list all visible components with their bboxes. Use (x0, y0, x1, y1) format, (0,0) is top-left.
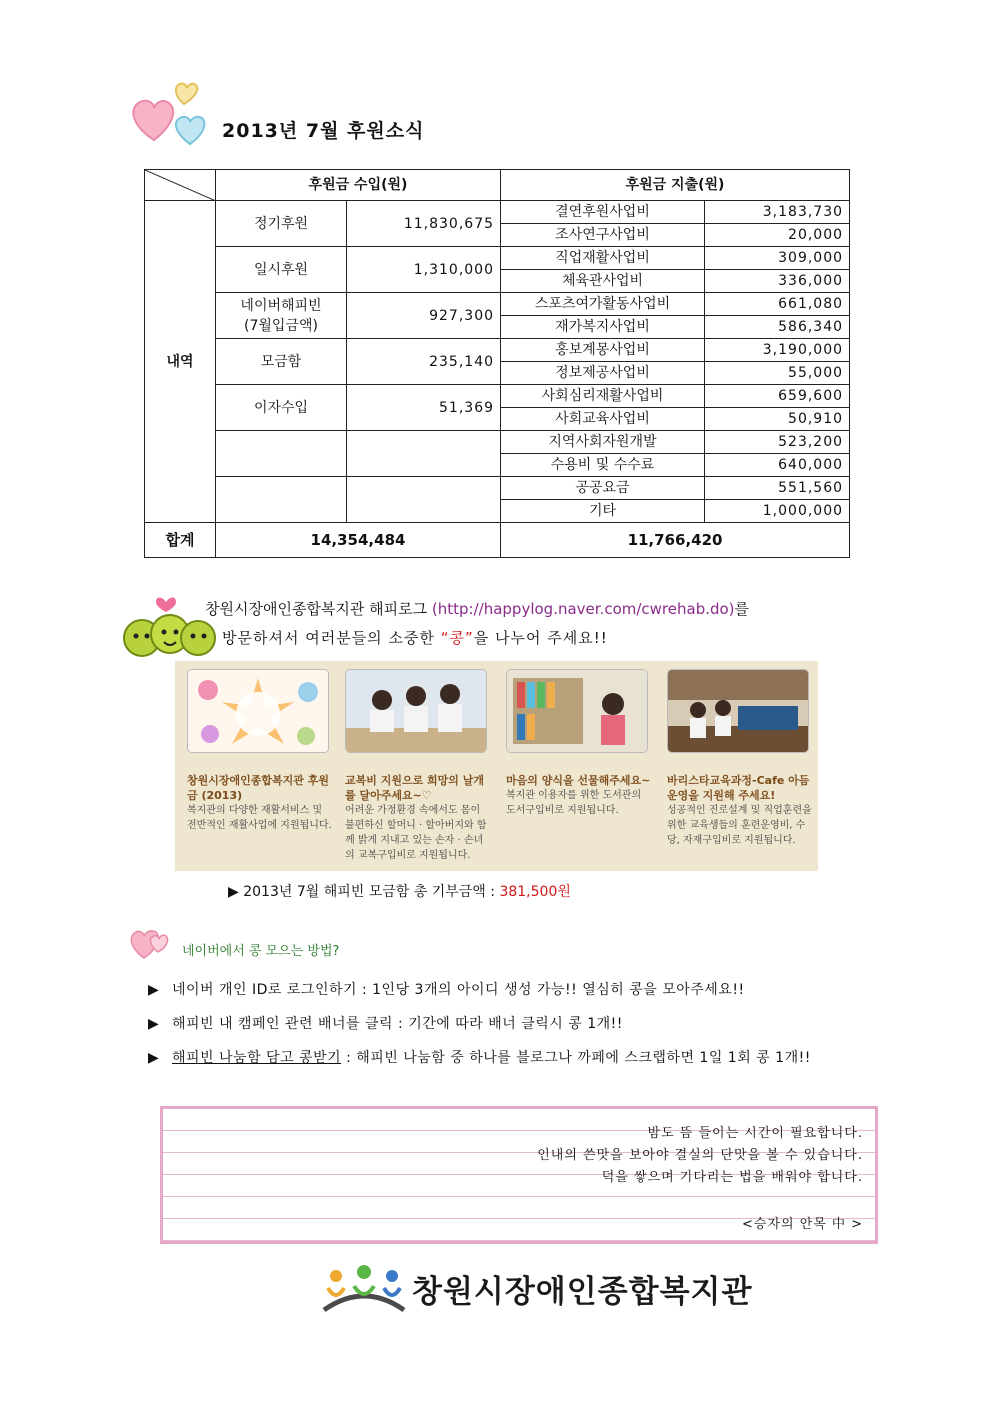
hearts-icon (126, 78, 216, 150)
howto-title: 네이버에서 콩 모으는 방법? (182, 944, 340, 959)
income-name: 모금함 (216, 339, 347, 385)
expense-name: 스포츠여가활동사업비 (501, 293, 705, 316)
expense-name: 수용비 및 수수료 (501, 454, 705, 477)
org-logo-icon (320, 1262, 408, 1316)
expense-name: 정보제공사업비 (501, 362, 705, 385)
bullet-text: 네이버 개인 ID로 로그인하기 : 1인당 3개의 아이디 생성 가능!! 열심히 콩을 모아주세요!! (172, 982, 745, 998)
expense-amount: 523,200 (705, 431, 850, 454)
expense-name: 사회심리재활사업비 (501, 385, 705, 408)
campaign-title: 창원시장애인종합복지관 후원금 (2013) (187, 774, 329, 802)
org-name: 창원시장애인종합복지관 (412, 1274, 753, 1310)
diagonal-cell (145, 170, 216, 201)
expense-name: 직업재활사업비 (501, 247, 705, 270)
expense-name: 기타 (501, 500, 705, 523)
expense-name: 결연후원사업비 (501, 201, 705, 224)
expense-amount: 309,000 (705, 247, 850, 270)
arrow-icon: ▶ (148, 982, 160, 998)
income-header: 후원금 수입(원) (216, 170, 501, 201)
expense-amount: 661,080 (705, 293, 850, 316)
bullet-item (148, 1013, 623, 1033)
bullet-lead: 해피빈 나눔함 담고 콩받기 (172, 1050, 342, 1066)
happylog-line2-suffix: 을 나누어 주세요!! (473, 629, 608, 647)
income-amount: 235,140 (347, 339, 501, 385)
income-amount: 927,300 (347, 293, 501, 339)
campaign-title: 바리스타교육과정-Cafe 아듬 운영을 지원해 주세요! (667, 774, 810, 802)
income-name-line1: 네이버해피빈 (240, 297, 322, 314)
happylog-line2-prefix: 방문하셔서 여러분들의 소중한 (222, 629, 435, 647)
arrow-icon: ▶ (228, 884, 239, 900)
page-title: 2013년 7월 후원소식 (222, 120, 425, 142)
income-total: 14,354,484 (216, 523, 501, 558)
quote-line: 밤도 뜸 들이는 시간이 필요합니다. (647, 1126, 863, 1141)
income-amount: 11,830,675 (347, 201, 501, 247)
quote-line: 덕을 쌓으며 기다리는 법을 배워야 합니다. (601, 1170, 863, 1185)
campaign-photo-library (506, 669, 648, 753)
campaign-photo-students (345, 669, 487, 753)
campaign-desc: 어려운 가정환경 속에서도 몸이 불편하신 할머니 · 할아버지와 함께 밝게 지내고 있는 손자 · 손녀의 교복구입비로 지원됩니다. (345, 805, 487, 861)
row-label: 내역 (145, 201, 216, 523)
bullet-item (148, 1047, 811, 1067)
quote-line: 인내의 쓴맛을 보아야 결실의 단맛을 볼 수 있습니다. (537, 1148, 863, 1163)
expense-amount: 3,183,730 (705, 201, 850, 224)
expense-name: 홍보계몽사업비 (501, 339, 705, 362)
expense-amount: 50,910 (705, 408, 850, 431)
campaign-card[interactable] (667, 669, 813, 848)
campaign-panel (175, 661, 818, 871)
happylog-prefix: 창원시장애인종합복지관 해피로그 (205, 600, 428, 618)
expense-amount: 586,340 (705, 316, 850, 339)
expense-amount: 640,000 (705, 454, 850, 477)
expense-amount: 55,000 (705, 362, 850, 385)
expense-amount: 20,000 (705, 224, 850, 247)
campaign-photo-flower (187, 669, 329, 753)
quote-lines (537, 1123, 863, 1189)
income-amount: 1,310,000 (347, 247, 501, 293)
empty-cell (216, 431, 347, 477)
expense-name: 조사연구사업비 (501, 224, 705, 247)
bean-mascots-icon (118, 592, 218, 664)
empty-cell (347, 431, 501, 477)
donation-text: 2013년 7월 해피빈 모금함 총 기부금액 : (243, 884, 495, 900)
expense-amount: 551,560 (705, 477, 850, 500)
arrow-icon: ▶ (148, 1050, 160, 1066)
bullet-text: : 해피빈 나눔함 중 하나를 블로그나 까페에 스크랩하면 1일 1회 콩 1개!! (341, 1050, 811, 1066)
bullet-text: 해피빈 내 캠페인 관련 배너를 클릭 : 기간에 따라 배너 클릭시 콩 1개!! (172, 1016, 623, 1032)
expense-header: 후원금 지출(원) (501, 170, 850, 201)
expense-name: 재가복지사업비 (501, 316, 705, 339)
campaign-photo-cafe (667, 669, 809, 753)
income-name: 정기후원 (216, 201, 347, 247)
campaign-desc: 복지관의 다양한 재활서비스 및 전반적인 재활사업에 지원됩니다. (187, 805, 332, 831)
heart-icon (126, 922, 174, 962)
expense-amount: 659,600 (705, 385, 850, 408)
arrow-icon: ▶ (148, 1016, 160, 1032)
donation-amount: 381,500원 (499, 884, 571, 900)
quote-note (160, 1106, 878, 1244)
income-name: 이자수입 (216, 385, 347, 431)
bullet-item (148, 979, 745, 999)
income-amount: 51,369 (347, 385, 501, 431)
campaign-card[interactable] (187, 669, 333, 833)
income-name (216, 293, 347, 339)
donation-summary (228, 881, 571, 901)
campaign-desc: 성공적인 진로설계 및 직업훈련을 위한 교육생들의 훈련운영비, 수당, 자재구입비로 지원됩니다. (667, 805, 812, 846)
income-name-line2: (7월입금액) (244, 317, 318, 334)
expense-name: 공공요금 (501, 477, 705, 500)
empty-cell (216, 477, 347, 523)
expense-amount: 336,000 (705, 270, 850, 293)
campaign-title: 마음의 양식을 선물해주세요~ (506, 774, 651, 787)
happylog-line2 (222, 627, 608, 648)
expense-amount: 1,000,000 (705, 500, 850, 523)
campaign-title: 교복비 지원으로 희망의 날개를 달아주세요~♡ (345, 774, 484, 802)
happylog-line1 (205, 598, 749, 619)
expense-total: 11,766,420 (501, 523, 850, 558)
empty-cell (347, 477, 501, 523)
campaign-card[interactable] (506, 669, 652, 818)
campaign-desc: 복지관 이용자를 위한 도서관의 도서구입비로 지원됩니다. (506, 790, 642, 816)
finance-table (144, 169, 850, 558)
expense-amount: 3,190,000 (705, 339, 850, 362)
happylog-url-link[interactable]: (http://happylog.naver.com/cwrehab.do) (431, 600, 735, 618)
total-label: 합계 (145, 523, 216, 558)
kong-word: “콩” (440, 629, 474, 647)
expense-name: 사회교육사업비 (501, 408, 705, 431)
income-name: 일시후원 (216, 247, 347, 293)
happylog-suffix: 를 (734, 600, 750, 618)
campaign-card[interactable] (345, 669, 491, 863)
expense-name: 체육관사업비 (501, 270, 705, 293)
expense-name: 지역사회자원개발 (501, 431, 705, 454)
quote-source: <승자의 안목 中 > (742, 1217, 863, 1232)
